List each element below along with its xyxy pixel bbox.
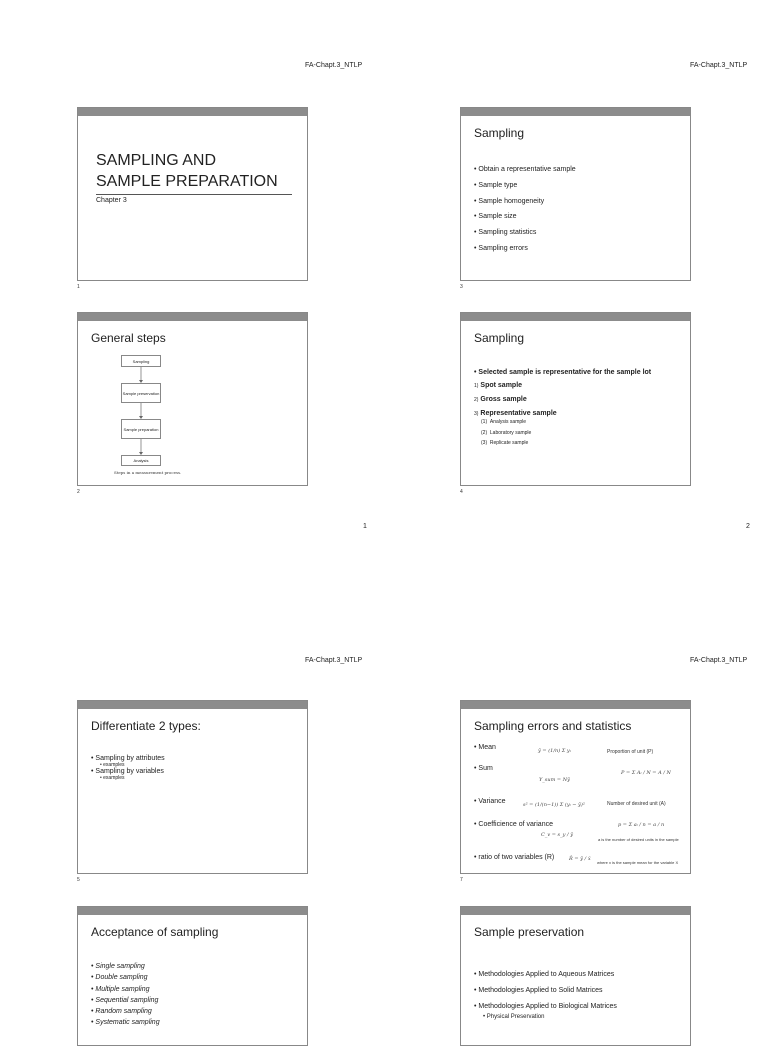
list-item: • Double sampling bbox=[91, 972, 160, 983]
label-ratio: • ratio of two variables (R) bbox=[474, 854, 555, 861]
slide4-body bbox=[474, 366, 651, 421]
item-label: Replicate sample bbox=[489, 440, 529, 446]
slide-title-bar bbox=[461, 907, 690, 915]
list-item: • Single sampling bbox=[91, 961, 160, 972]
slide4-lead: • Selected sample is representative for the sample lot bbox=[474, 369, 652, 376]
sub-item: • examples bbox=[100, 762, 125, 768]
slide7-title: Sampling errors and statistics bbox=[474, 719, 632, 733]
preservation-bullets bbox=[474, 967, 617, 1015]
item-num: (1) bbox=[481, 419, 488, 425]
slide-title-bar bbox=[78, 701, 307, 709]
item-label: Representative sample bbox=[480, 410, 557, 417]
item-num: 3) bbox=[474, 411, 479, 417]
flow-step-analysis: Analysis bbox=[121, 455, 161, 466]
formula-variance: s² = (1/(n−1)) Σ (yᵢ − ȳ)² bbox=[523, 802, 585, 808]
item-label: Variance bbox=[478, 798, 506, 805]
slide-number-4: 4 bbox=[460, 489, 463, 495]
flow-caption: Steps in a measurement process. bbox=[114, 470, 182, 475]
item-label: Physical Preservation bbox=[486, 1014, 545, 1020]
list-item: • Multiple sampling bbox=[91, 984, 160, 995]
item-label: Mean bbox=[478, 744, 496, 751]
item-label: Sampling by variables bbox=[95, 768, 164, 775]
slide-7 bbox=[460, 700, 691, 874]
slide-preservation bbox=[460, 906, 691, 1046]
page1-header-left: FA-Chapt.3_NTLP bbox=[305, 62, 363, 69]
acceptance-bullets bbox=[91, 961, 160, 1029]
list-item: • Sample homogeneity bbox=[474, 194, 576, 210]
preservation-sub: • Physical Preservation bbox=[483, 1014, 545, 1020]
label-sum: • Sum bbox=[474, 765, 493, 772]
page2-header-right: FA-Chapt.3_NTLP bbox=[690, 657, 748, 664]
page2-header-left: FA-Chapt.3_NTLP bbox=[305, 657, 363, 664]
page-number-1: 1 bbox=[363, 523, 367, 530]
list-item: • Methodologies Applied to Biological Matrices bbox=[474, 999, 617, 1015]
formula-ratio: R̂ = ȳ / x̄ bbox=[569, 856, 591, 862]
slide5-body bbox=[91, 755, 165, 781]
label-variance: • Variance bbox=[474, 798, 506, 805]
item-num: (3) bbox=[481, 440, 488, 446]
slide-1 bbox=[77, 107, 308, 281]
item-label: Spot sample bbox=[480, 382, 523, 389]
slide-number-5: 5 bbox=[77, 877, 80, 883]
title-line-2: SAMPLE PREPARATION bbox=[96, 173, 278, 190]
item-num: (2) bbox=[481, 429, 488, 436]
title-line-1: SAMPLING AND bbox=[96, 152, 217, 169]
slide3-title: Sampling bbox=[474, 126, 525, 140]
flow-step-preservation: Sample preservation bbox=[121, 383, 161, 403]
formula-cov: C_v = s_y / ȳ bbox=[541, 832, 574, 838]
formula-prop: P = Σ Aᵢ / N = A / N bbox=[621, 770, 671, 776]
list-item: • Methodologies Applied to Solid Matrices bbox=[474, 983, 617, 999]
list-item: • Sequential sampling bbox=[91, 995, 160, 1006]
item-label: examples bbox=[103, 775, 125, 781]
list-item bbox=[474, 379, 651, 393]
slide-3 bbox=[460, 107, 691, 281]
slide-title-bar bbox=[78, 108, 307, 116]
label-cov: • Coefficience of variance bbox=[474, 821, 553, 828]
item-label: Sum bbox=[478, 765, 493, 772]
item-label: Sampling by attributes bbox=[95, 755, 165, 762]
ratio-note: where x is the sample mean for the variable X bbox=[597, 860, 679, 865]
list-item: • Systematic sampling bbox=[91, 1017, 160, 1028]
page1-header-right: FA-Chapt.3_NTLP bbox=[690, 62, 748, 69]
list-item: • Sampling by variables bbox=[91, 768, 164, 775]
slide-title-bar bbox=[78, 313, 307, 321]
list-item: • Sampling errors bbox=[474, 241, 576, 257]
item-label: Coefficience of variance bbox=[478, 821, 553, 828]
slide-title-bar bbox=[78, 907, 307, 915]
item-num: 1) bbox=[474, 383, 479, 389]
slide-title-bar bbox=[461, 701, 690, 709]
page-number-2: 2 bbox=[746, 523, 750, 530]
list-item: • Random sampling bbox=[91, 1006, 160, 1017]
slide4-subitems bbox=[481, 417, 531, 449]
item-label: Analysis sample bbox=[489, 419, 527, 425]
slide-2 bbox=[77, 312, 308, 486]
item-label: Laboratory sample bbox=[489, 429, 532, 436]
slide-number-2: 2 bbox=[77, 489, 80, 495]
slide3-bullets bbox=[474, 162, 576, 257]
a-note: a is the number of desired units in the sample bbox=[598, 837, 679, 842]
preservation-title: Sample preservation bbox=[474, 925, 585, 939]
slide2-title: General steps bbox=[91, 331, 166, 345]
slide-4 bbox=[460, 312, 691, 486]
formula-mean: ȳ = (1/n) Σ yᵢ bbox=[538, 748, 571, 754]
slide-5 bbox=[77, 700, 308, 874]
list-item bbox=[481, 438, 531, 449]
flow-step-sampling: Sampling bbox=[121, 355, 161, 367]
flow-arrows bbox=[138, 367, 146, 457]
list-item: • Obtain a representative sample bbox=[474, 162, 576, 178]
slide4-title: Sampling bbox=[474, 331, 525, 345]
prop-label: Proportion of unit (P) bbox=[607, 749, 654, 755]
flow-step-preparation: Sample preparation bbox=[121, 419, 161, 439]
formula-sum: Y_sum = Nȳ bbox=[539, 777, 570, 783]
list-item: • Sample type bbox=[474, 178, 576, 194]
sub-item: • examples bbox=[100, 775, 125, 781]
label-mean: • Mean bbox=[474, 744, 496, 751]
list-item bbox=[481, 417, 531, 428]
slide-title-bar bbox=[461, 313, 690, 321]
slide-number-1: 1 bbox=[77, 284, 80, 290]
slide-title-bar bbox=[461, 108, 690, 116]
list-item: • Sample size bbox=[474, 209, 576, 225]
slide1-subtitle: Chapter 3 bbox=[96, 197, 127, 204]
list-item bbox=[474, 393, 651, 407]
slide-number-3: 3 bbox=[460, 284, 463, 290]
list-item bbox=[481, 428, 531, 439]
slide1-title bbox=[96, 150, 278, 192]
list-item: • Sampling by attributes bbox=[91, 755, 165, 762]
acceptance-title: Acceptance of sampling bbox=[91, 925, 219, 939]
item-label: ratio of two variables (R) bbox=[478, 854, 555, 861]
desired-label: Number of desired unit (A) bbox=[607, 801, 666, 807]
item-label: examples bbox=[103, 762, 125, 768]
list-item: • Methodologies Applied to Aqueous Matrices bbox=[474, 967, 617, 983]
slide5-title: Differentiate 2 types: bbox=[91, 719, 201, 733]
title-rule bbox=[96, 194, 292, 195]
slide-acceptance bbox=[77, 906, 308, 1046]
formula-p: p = Σ aᵢ / n = a / n bbox=[618, 822, 665, 828]
lead-text: Selected sample is representative for the sample lot bbox=[478, 369, 652, 376]
item-num: 2) bbox=[474, 397, 479, 403]
slide-number-7: 7 bbox=[460, 877, 463, 883]
list-item: • Sampling statistics bbox=[474, 225, 576, 241]
item-label: Gross sample bbox=[480, 396, 527, 403]
